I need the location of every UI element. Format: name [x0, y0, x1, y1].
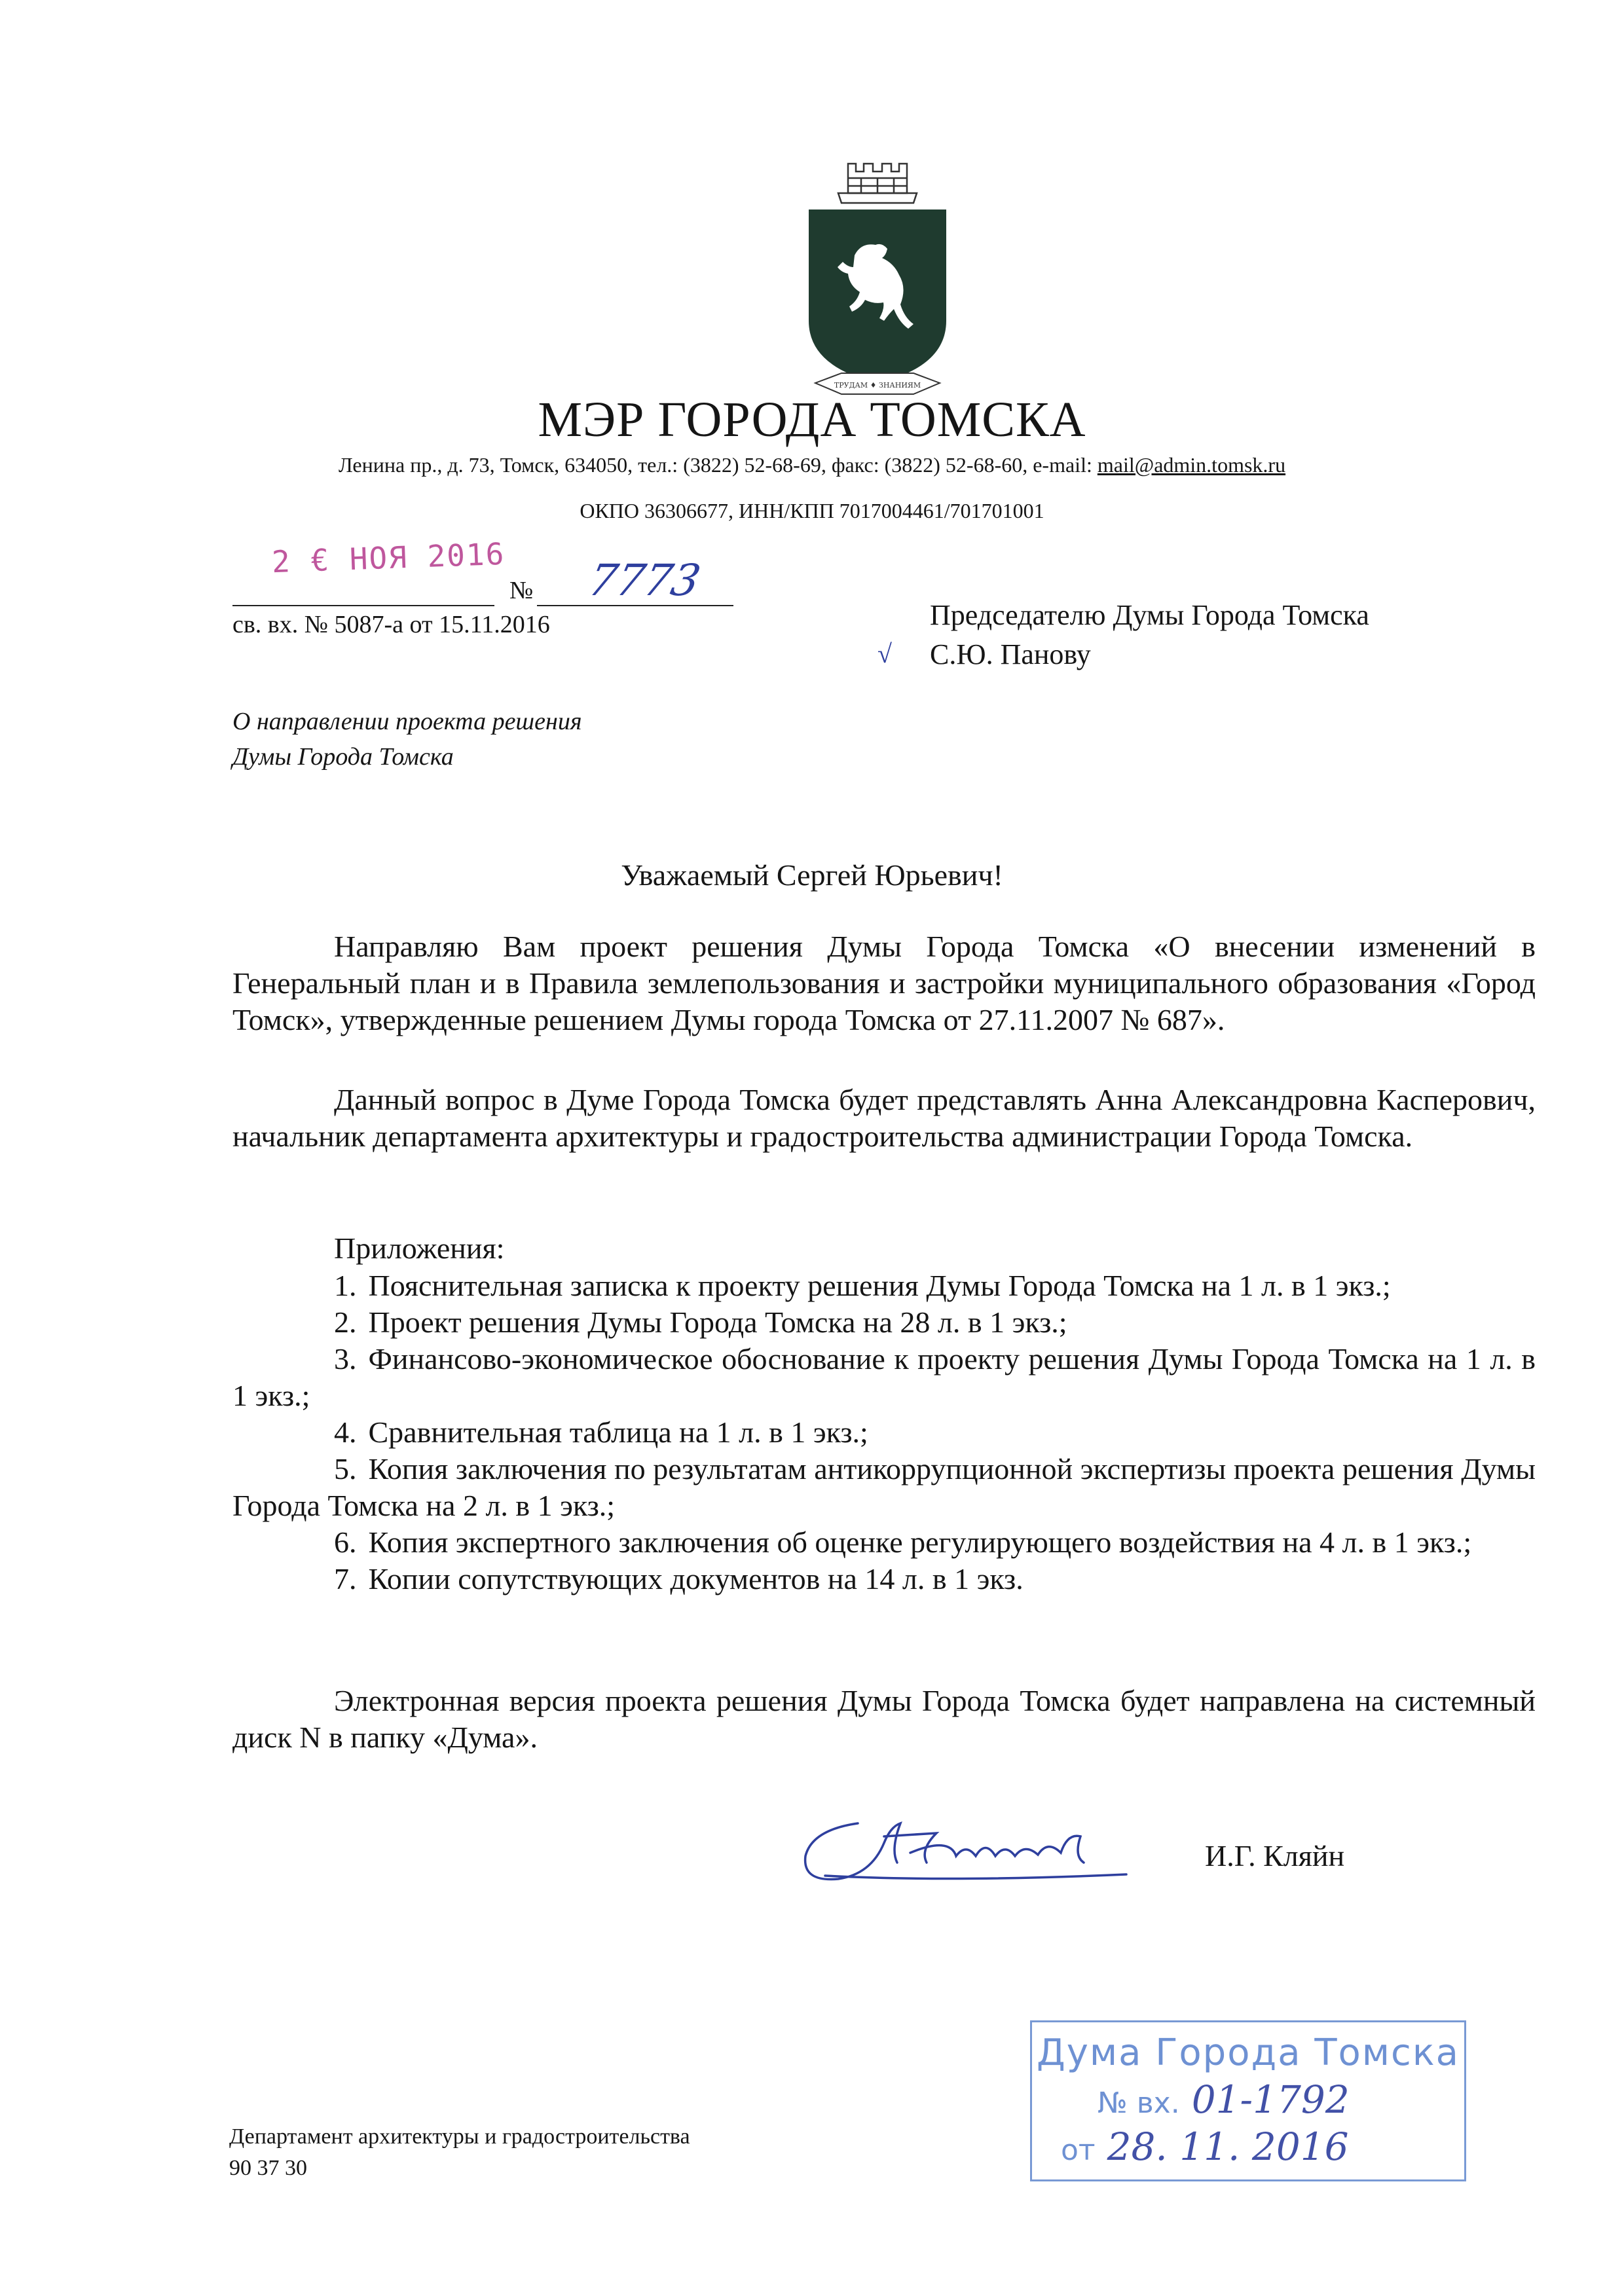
stamp-date-row: [1061, 2124, 1349, 2169]
paragraph-2-text: Данный вопрос в Думе Города Томска будет представлять Анна Александровна Касперович, начальник департамента архитектуры и градостроительства администрации Города Томска.: [232, 1083, 1536, 1153]
number-label: №: [509, 577, 534, 604]
subject-line-2: Думы Города Томска: [232, 743, 454, 771]
list-item: [232, 1304, 1536, 1341]
attachments-heading: Приложения:: [334, 1231, 505, 1265]
paragraph-1: [232, 928, 1536, 1038]
attachments-list: [232, 1267, 1536, 1597]
stamp-number-row: [1098, 2077, 1350, 2122]
attachment-text: Копия заключения по результатам антикоррупционной экспертизы проекта решения Думы Города Томска на 2 л. в 1 экз.;: [232, 1452, 1536, 1522]
stamp-date-label: от: [1061, 2134, 1096, 2167]
subject-block: [232, 704, 582, 774]
paragraph-1-text: Направляю Вам проект решения Думы Города Томска «О внесении изменений в Генеральный план и в Правила землепользования и застройки муниципального образования «Город Томск», утвержденные решением Думы города Томска от 27.11.2007 № 687».: [232, 930, 1536, 1036]
stamp-organization: Дума Города Томска: [1037, 2032, 1460, 2074]
emblem-motto: ТРУДАМ ♦ ЗНАНИЯМ: [834, 381, 921, 390]
list-item: [232, 1561, 1536, 1597]
handwritten-outgoing-number: 7773: [583, 555, 705, 606]
addressee-position: Председателю Думы Города Томска: [930, 599, 1369, 631]
email-link[interactable]: mail@admin.tomsk.ru: [1097, 453, 1286, 477]
attachment-number: 7.: [334, 1562, 357, 1595]
signer-name: И.Г. Кляйн: [1205, 1839, 1345, 1872]
attachment-number: 4.: [334, 1415, 357, 1449]
incoming-registration-stamp: [1030, 2020, 1466, 2181]
executor-department: Департамент архитектуры и градостроительства: [229, 2124, 690, 2149]
letterhead-okpo: ОКПО 36306677, ИНН/КПП 7017004461/701701001: [580, 499, 1044, 522]
attachment-text: Сравнительная таблица на 1 л. в 1 экз.;: [368, 1415, 868, 1449]
list-item: [232, 1451, 1536, 1524]
executor-block: [229, 2121, 690, 2184]
stamp-date-value: 28. 11. 2016: [1107, 2124, 1349, 2169]
attachment-number: 3.: [334, 1342, 357, 1376]
check-mark-icon: √: [877, 639, 892, 668]
list-item: [232, 1267, 1536, 1304]
address-text: Ленина пр., д. 73, Томск, 634050, тел.: (3822) 52-68-69, факс: (3822) 52-68-60, e-mail:: [338, 453, 1098, 477]
greeting: Уважаемый Сергей Юрьевич!: [621, 858, 1003, 892]
attachment-number: 1.: [334, 1269, 357, 1302]
list-item: [232, 1524, 1536, 1561]
stamp-number-label: № вх.: [1098, 2086, 1180, 2120]
date-line: [232, 605, 494, 606]
paragraph-2: [232, 1082, 1536, 1155]
attachment-number: 6.: [334, 1525, 357, 1559]
list-item: [232, 1341, 1536, 1414]
tomsk-coat-of-arms-icon: [802, 157, 953, 406]
attachment-text: Копии сопутствующих документов на 14 л. в 1 экз.: [368, 1562, 1024, 1595]
addressee-name: С.Ю. Панову: [930, 638, 1091, 670]
letterhead-title: МЭР ГОРОДА ТОМСКА: [538, 392, 1086, 447]
subject-line-1: О направлении проекта решения: [232, 708, 582, 735]
attachment-text: Финансово-экономическое обоснование к проекту решения Думы Города Томска на 1 л. в 1 экз.;: [232, 1342, 1536, 1412]
executor-phone: 90 37 30: [229, 2156, 307, 2180]
attachment-text: Проект решения Думы Города Томска на 28 л. в 1 экз.;: [368, 1305, 1067, 1339]
incoming-reference: св. вх. № 5087-а от 15.11.2016: [232, 611, 550, 638]
stamp-number-value: 01-1792: [1191, 2077, 1350, 2122]
paragraph-3: [232, 1683, 1536, 1756]
attachment-text: Копия экспертного заключения об оценке регулирующего воздействия на 4 л. в 1 экз.;: [368, 1525, 1472, 1559]
list-item: [232, 1414, 1536, 1451]
attachment-text: Пояснительная записка к проекту решения Думы Города Томска на 1 л. в 1 экз.;: [368, 1269, 1391, 1302]
attachment-number: 5.: [334, 1452, 357, 1485]
paragraph-3-text: Электронная версия проекта решения Думы Города Томска будет направлена на системный диск N в папку «Дума».: [232, 1684, 1536, 1754]
handwritten-signature: [786, 1797, 1153, 1895]
attachment-number: 2.: [334, 1305, 357, 1339]
addressee-block: [930, 596, 1369, 674]
letterhead-address: [0, 453, 1624, 477]
registration-date-stamp: 2 € НОЯ 2016: [271, 536, 506, 580]
